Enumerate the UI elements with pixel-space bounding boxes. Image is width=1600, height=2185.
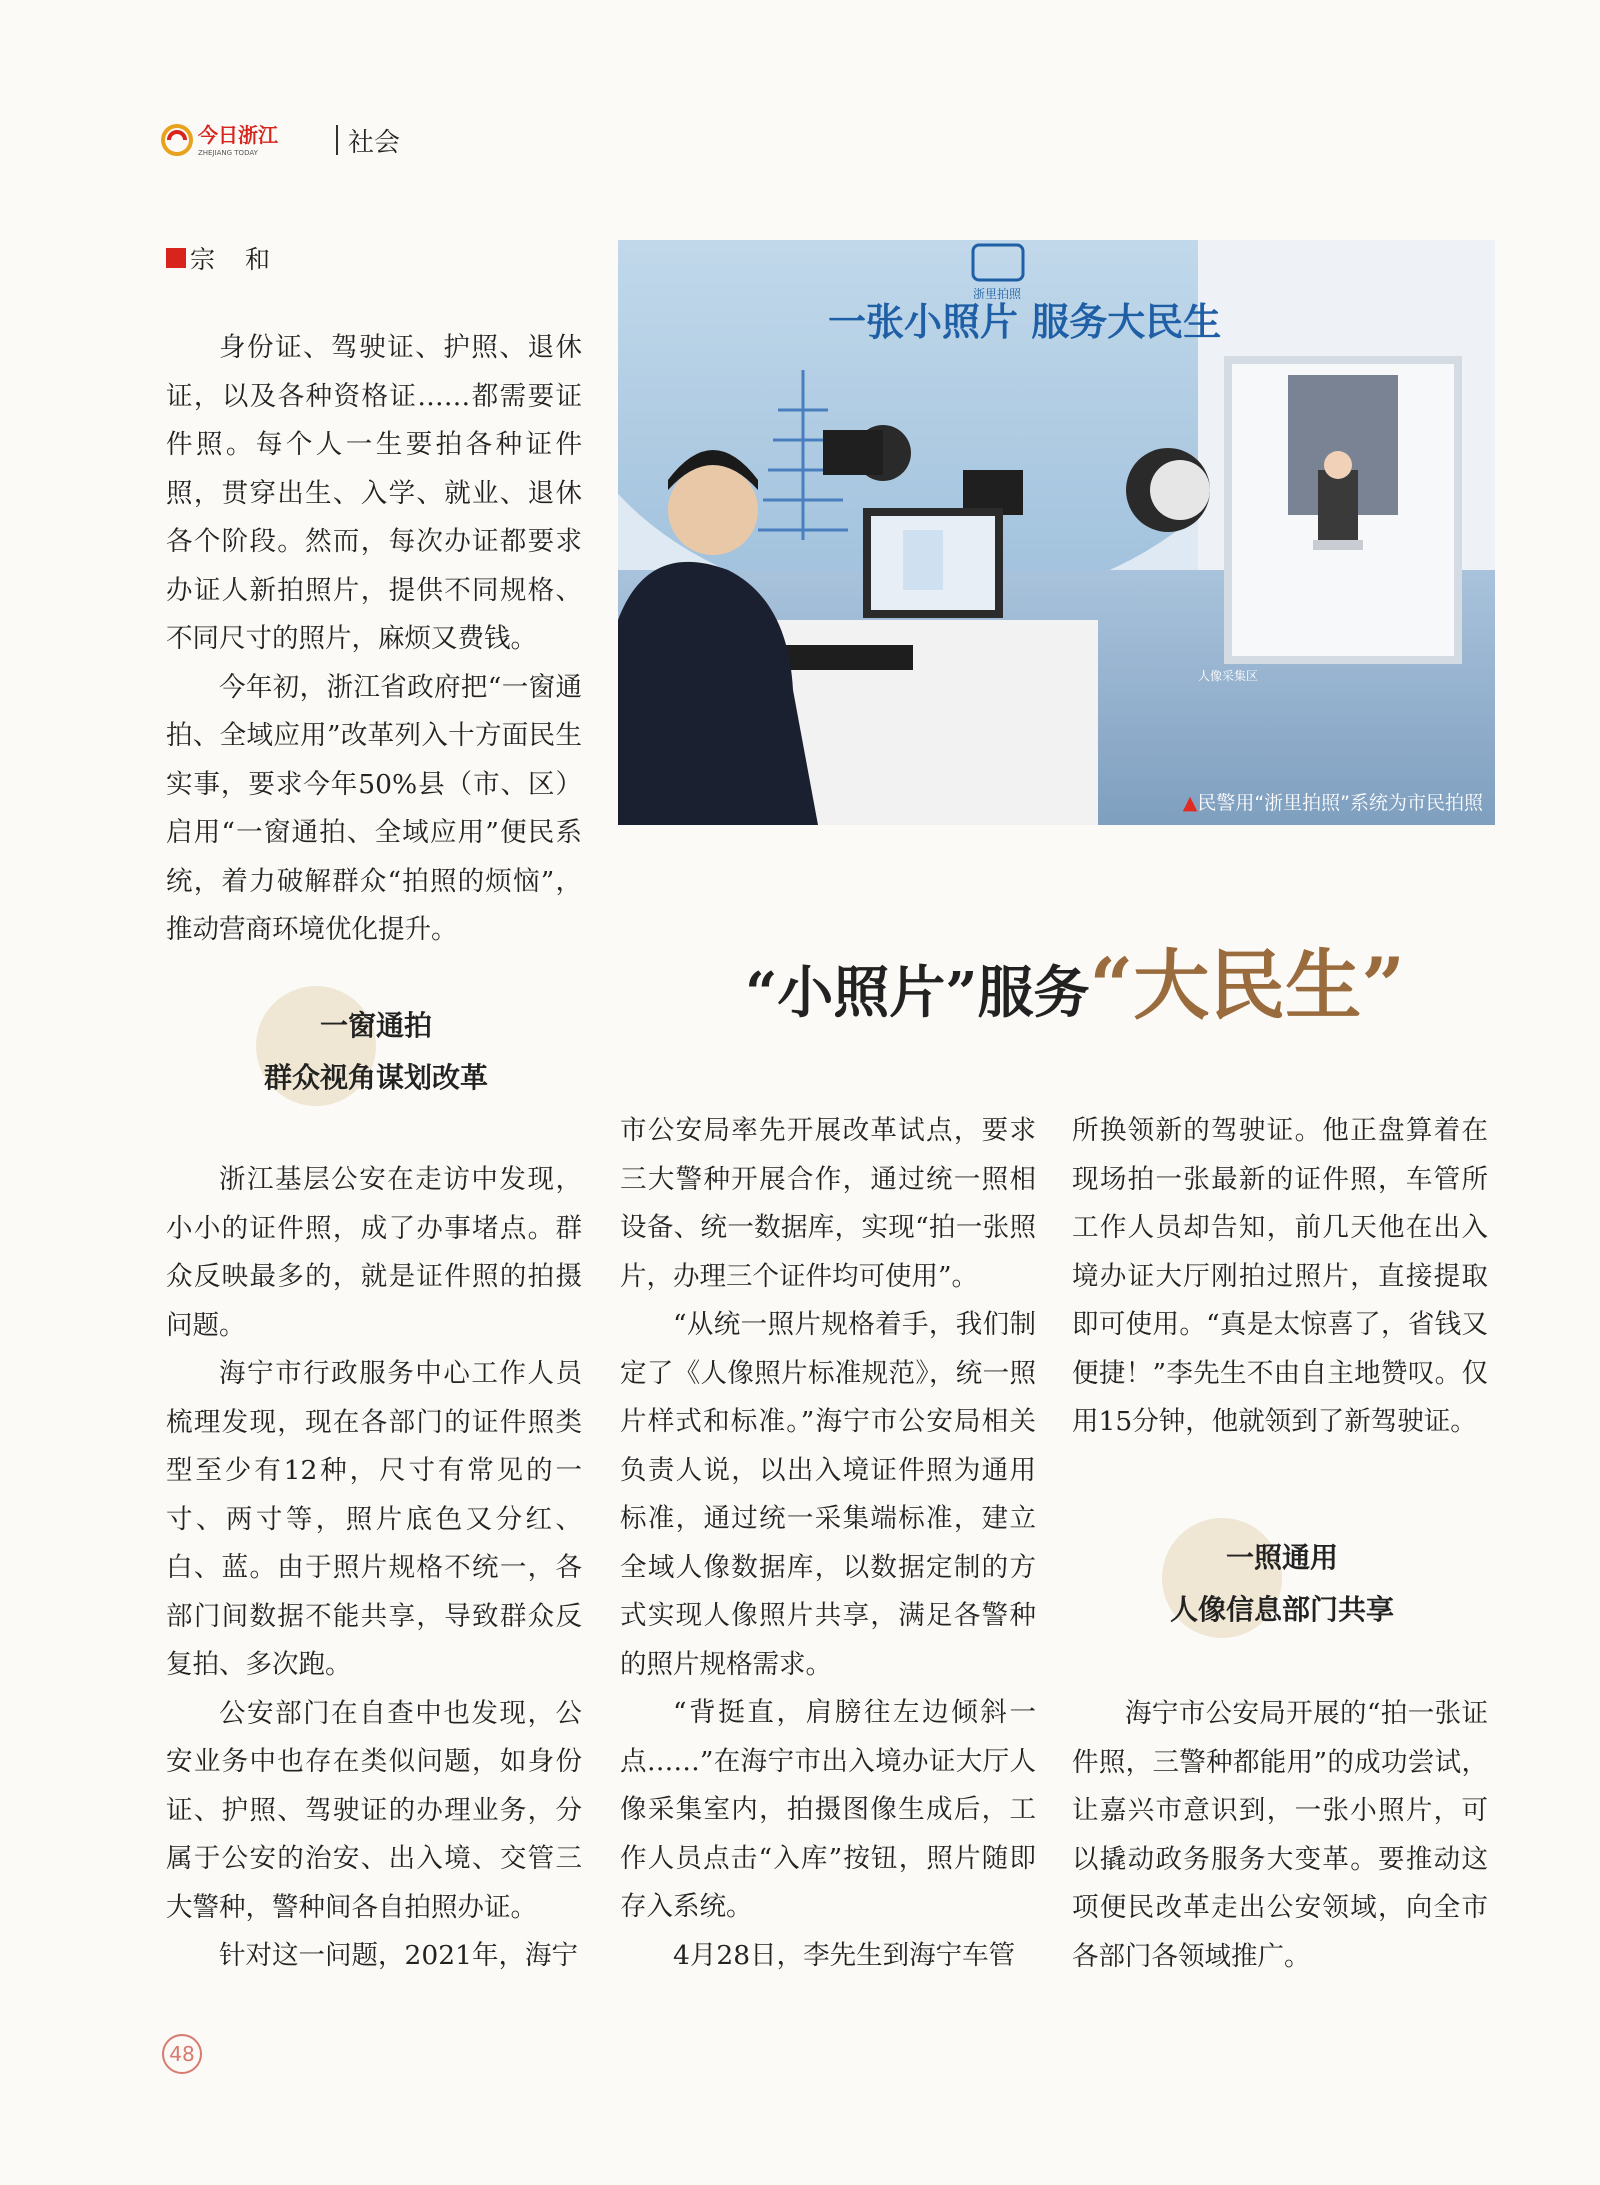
byline-marker [166,248,186,268]
wall-logo-text: 浙里拍照 [973,287,1022,301]
paragraph: 浙江基层公安在走访中发现，小小的证件照，成了办事堵点。群众反映最多的，就是证件照的拍摄问题。 [166,1164,582,1341]
subhead-line-1: 一照通用 [1225,1541,1338,1574]
column-3-top [1072,1107,1488,1447]
section-label: 社会 [348,127,401,158]
column-1-bottom [166,1156,582,1981]
paragraph: 针对这一问题，2021年，海宁 [219,1940,578,1971]
subhead-one-photo [1072,1532,1492,1636]
column-1-top [166,324,582,955]
byline [166,240,300,276]
paragraph: 今年初，浙江省政府把“一窗通拍、全域应用”改革列入十方面民生实事，要求今年50%县（市、区）启用“一窗通拍、全域应用”便民系统，着力破解群众“拍照的烦恼”，推动营商环境优化提升。 [166,671,582,945]
zhejiang-today-logo [160,120,330,160]
paragraph: 身份证、驾驶证、护照、退休证，以及各种资格证……都需要证件照。每个人一生要拍各种证件照，贯穿出生、入学、就业、退休各个阶段。然而，每次办证都要求办证人新拍照片，提供不同规格、不同尺寸的照片，麻烦又费钱。 [166,332,582,654]
floor-text: 人像采集区 [1198,669,1259,683]
column-3-bottom [1072,1690,1488,1981]
page-number: 48 [162,2034,202,2074]
brand-en-text: ZHEJIANG TODAY [198,149,258,157]
paragraph: 海宁市行政服务中心工作人员梳理发现，现在各部门的证件照类型至少有12种，尺寸有常见的一寸、两寸等，照片底色又分红、白、蓝。由于照片规格不统一，各部门间数据不能共享，导致群众反复拍、多次跑。 [166,1358,582,1680]
headline-part-1: “小照片”服务 [745,960,1090,1026]
subhead-line-1: 一窗通拍 [319,1009,432,1042]
magazine-header [160,120,400,160]
brand-text: 今日浙江 [198,123,278,147]
article-headline [660,925,1490,1034]
paragraph: 海宁市公安局开展的“拍一张证件照，三警种都能用”的成功尝试，让嘉兴市意识到，一张小照片，可以撬动政务服务大变革。要推动这项便民改革走出公安领域，向全市各部门各领域推广。 [1072,1698,1488,1972]
article-photo [618,240,1495,825]
photo-illustration [618,240,1495,825]
paragraph: 公安部门在自查中也发现，公安业务中也存在类似问题，如身份证、护照、驾驶证的办理业务，分属于公安的治安、出入境、交管三大警种，警种间各自拍照办证。 [166,1697,582,1923]
wall-slogan: 一张小照片 服务大民生 [828,300,1222,344]
paragraph: 4月28日，李先生到海宁车管 [673,1939,1016,1971]
photo-caption [1183,788,1483,815]
paragraph: “从统一照片规格着手，我们制定了《人像照片标准规范》，统一照片样式和标准。”海宁市公安局相关负责人说，以出入境证件照为通用标准，通过统一采集端标准，建立全域人像数据库，以数据定制的方式实现人像照片共享，满足各警种的照片规格需求。 [620,1309,1036,1680]
author-name: 宗和 [190,245,301,274]
subhead-one-window [166,1000,586,1104]
headline-part-2: “大民生” [1089,941,1405,1030]
header-divider [336,125,338,155]
paragraph: “背挺直，肩膀往左边倾斜一点……”在海宁市出入境办证大厅人像采集室内，拍摄图像生成后，工作人员点击“入库”按钮，照片随即存入系统。 [620,1697,1036,1922]
caption-triangle-icon: ▲ [1182,792,1198,814]
subhead-line-2: 群众视角谋划改革 [263,1061,488,1094]
column-2 [620,1107,1036,1980]
subhead-line-2: 人像信息部门共享 [1169,1593,1394,1626]
paragraph: 所换领新的驾驶证。他正盘算着在现场拍一张最新的证件照，车管所工作人员却告知，前几天他在出入境办证大厅刚拍过照片，直接提取即可使用。“真是太惊喜了，省钱又便捷！”李先生不由自主地赞叹。仅用15分钟，他就领到了新驾驶证。 [1072,1115,1488,1437]
caption-text: 民警用“浙里拍照”系统为市民拍照 [1197,792,1483,814]
paragraph: 市公安局率先开展改革试点，要求三大警种开展合作，通过统一照相设备、统一数据库，实现“拍一张照片，办理三个证件均可使用”。 [620,1115,1036,1292]
